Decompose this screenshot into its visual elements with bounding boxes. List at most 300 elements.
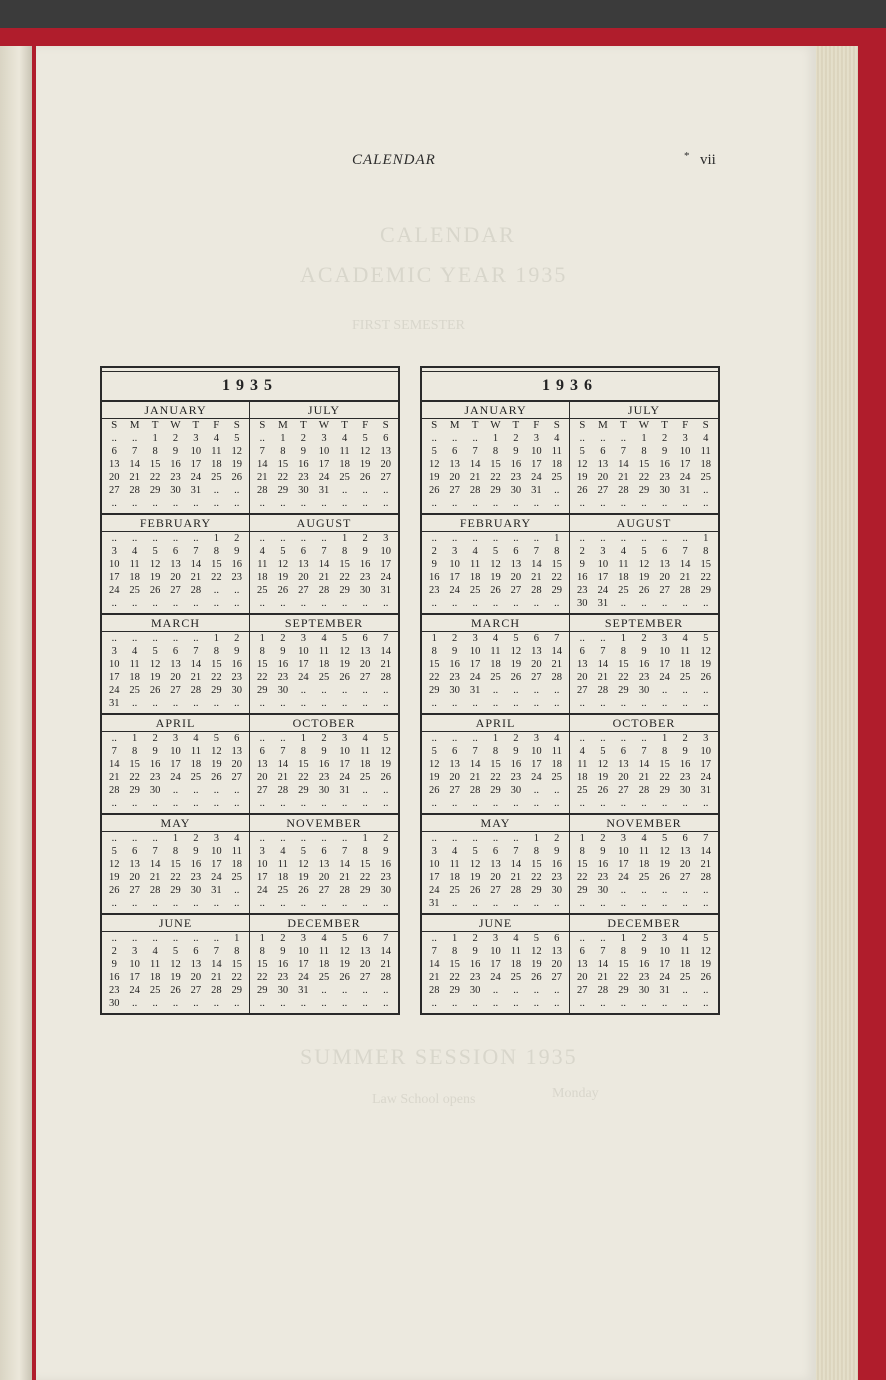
day-cell: 26 [149,685,161,696]
day-cell: 5 [600,746,606,757]
day-cell: 15 [339,559,350,570]
week-row [422,797,569,810]
day-cell: .. [579,533,585,544]
page-fore-edge [816,46,858,1380]
day-cell: 21 [469,472,481,483]
day-cell: .. [362,498,368,509]
day-cell: .. [472,598,478,609]
day-cell: 22 [170,872,181,883]
week-row [570,671,718,684]
week-row [102,871,249,884]
day-cell: 10 [129,959,140,970]
day-cell: 29 [490,785,501,796]
day-cell: .. [132,498,138,509]
day-cell: .. [362,898,368,909]
day-cell: 26 [359,472,371,483]
day-cell: 13 [190,959,202,970]
week-row [102,758,249,771]
day-cell: .. [641,498,647,509]
month-name: AUGUST [570,516,718,532]
day-cell: 11 [618,559,629,570]
day-cell: .. [703,498,709,509]
day-cell: .. [341,685,348,696]
day-cell: .. [259,998,265,1009]
day-cell: 1 [213,633,219,644]
day-cell: 12 [211,746,222,757]
day-cell: 5 [383,733,389,744]
day-cell: .. [132,433,138,444]
day-cell: 22 [618,672,629,683]
day-cell: 21 [129,472,140,483]
week-row [422,684,569,697]
day-cell: 9 [579,559,585,570]
day-cell: 3 [661,933,668,944]
day-cell: 16 [231,659,243,670]
day-cell: 1 [300,733,307,744]
day-cell: .. [213,998,219,1009]
day-cell: 5 [280,546,286,557]
day-cell: 21 [428,972,440,983]
week-row [250,532,398,545]
day-cell: 31 [531,485,542,496]
day-cell: 1 [703,533,709,544]
week-row [102,658,249,671]
month-block [422,915,570,1013]
week-row [422,897,569,910]
day-cell: 29 [551,585,563,596]
week-row [422,997,569,1010]
day-cell: 16 [318,759,330,770]
day-cell: 8 [641,446,647,457]
week-row [102,932,249,945]
day-cell: 12 [469,859,481,870]
month-block [250,915,398,1013]
day-cell: .. [132,598,138,609]
day-cell: 15 [129,759,140,770]
day-cell: .. [111,498,117,509]
week-row [102,458,249,471]
day-cell: .. [492,798,499,809]
day-cell: 6 [300,546,307,557]
day-cell: .. [213,485,219,496]
day-cell: 19 [298,872,309,883]
day-cell: 1 [234,933,240,944]
day-cell: .. [259,833,265,844]
day-cell: .. [383,785,389,796]
day-cell: .. [341,598,348,609]
day-cell: 3 [259,846,265,857]
week-row [102,745,249,758]
weekday-label: M [597,419,608,431]
month-name: DECEMBER [250,916,398,932]
month-name: OCTOBER [250,716,398,732]
day-cell: .. [172,698,179,709]
day-cell: 25 [190,772,202,783]
day-cell: 27 [190,985,202,996]
week-row [570,932,718,945]
day-cell: 8 [661,746,668,757]
day-cell: 12 [339,946,350,957]
day-cell: 21 [339,872,350,883]
day-cell: 6 [172,546,179,557]
day-cell: 8 [579,846,585,857]
week-row [422,745,569,758]
day-cell: 18 [577,772,588,783]
day-cell: 17 [618,859,629,870]
day-cell: 11 [680,646,691,657]
day-cell: .. [362,685,368,696]
day-cell: 24 [700,772,711,783]
day-cell: 16 [277,659,289,670]
day-cell: 30 [298,485,309,496]
day-cell: 27 [597,485,609,496]
weekday-label: M [277,419,288,431]
day-cell: 5 [703,933,709,944]
day-cell: 13 [510,559,522,570]
day-cell: 19 [531,959,542,970]
day-cell: 7 [152,846,158,857]
day-cell: 21 [108,772,120,783]
day-cell: 31 [679,485,691,496]
day-cell: 29 [257,985,268,996]
day-cell: .. [259,598,265,609]
day-cell: .. [132,798,138,809]
day-cell: 22 [359,872,371,883]
day-cell: .. [300,798,307,809]
day-cell: .. [321,533,327,544]
day-cell: 4 [554,733,560,744]
week-row [250,984,398,997]
day-cell: .. [472,998,478,1009]
day-cell: .. [259,733,265,744]
day-cell: 26 [170,985,181,996]
day-cell: 28 [257,485,268,496]
day-cell: 14 [597,659,609,670]
day-cell: .. [132,533,138,544]
week-row [102,858,249,871]
week-row [570,458,718,471]
day-cell: 13 [490,859,501,870]
day-cell: .. [682,598,688,609]
day-cell: 11 [129,559,140,570]
week-row [250,584,398,597]
day-cell: .. [152,598,158,609]
week-row [570,632,718,645]
day-cell: .. [513,698,519,709]
day-cell: 16 [510,459,522,470]
week-row [102,597,249,610]
day-cell: .. [600,533,606,544]
day-cell: 31 [318,485,330,496]
day-cell: 19 [170,972,181,983]
week-row [422,597,569,610]
day-cell: 24 [490,972,501,983]
day-cell: 28 [700,872,711,883]
day-cell: 25 [551,772,563,783]
day-cell: 14 [129,459,140,470]
day-cell: .. [321,798,327,809]
left-page-edge [0,46,32,1380]
day-cell: 27 [170,685,181,696]
day-cell: 10 [700,746,711,757]
day-cell: 17 [428,872,440,883]
day-cell: 18 [679,659,691,670]
week-row [250,645,398,658]
day-cell: 30 [277,685,289,696]
week-row [102,484,249,497]
day-cell: .. [280,498,286,509]
day-cell: 9 [682,746,688,757]
month-name: NOVEMBER [570,816,718,832]
day-cell: 13 [577,659,588,670]
day-cell: 15 [490,459,501,470]
week-row [570,945,718,958]
day-cell: 29 [659,785,670,796]
day-cell: 19 [597,772,609,783]
week-row [422,458,569,471]
day-cell: .. [213,585,219,596]
day-cell: 14 [277,759,289,770]
day-cell: .. [132,898,138,909]
day-cell: .. [111,898,117,909]
day-cell: 23 [428,585,440,596]
day-cell: 4 [341,433,348,444]
day-cell: 13 [318,859,330,870]
day-cell: 5 [661,833,668,844]
day-cell: 23 [231,572,243,583]
day-cell: 6 [234,733,240,744]
day-cell: 17 [298,959,309,970]
day-cell: .. [533,498,539,509]
day-cell: .. [431,598,437,609]
day-cell: 4 [682,933,688,944]
day-cell: 27 [449,785,460,796]
day-cell: 6 [193,946,199,957]
day-cell: 29 [490,485,501,496]
day-cell: 14 [149,859,161,870]
day-cell: 29 [531,885,542,896]
day-cell: 9 [172,446,179,457]
day-cell: .. [383,985,389,996]
day-cell: 17 [129,972,140,983]
day-cell: 28 [190,685,202,696]
year-heading: 1936 [422,371,718,402]
day-cell: 17 [449,572,460,583]
day-cell: .. [703,985,709,996]
week-row [422,471,569,484]
day-cell: 20 [129,872,140,883]
day-cell: 19 [149,672,161,683]
week-row [102,797,249,810]
weekday-label: T [661,419,668,431]
day-cell: 15 [211,659,222,670]
day-cell: 26 [298,885,309,896]
day-cell: 7 [132,446,138,457]
day-cell: 31 [339,785,350,796]
day-cell: 6 [682,833,688,844]
day-cell: 31 [428,898,440,909]
day-cell: 16 [597,859,609,870]
day-cell: 10 [257,859,268,870]
week-row [102,784,249,797]
day-cell: 4 [152,946,158,957]
day-cell: 23 [638,972,650,983]
week-row [570,584,718,597]
week-row [422,632,569,645]
day-cell: 18 [211,459,222,470]
day-cell: 27 [618,785,629,796]
day-cell: .. [172,798,179,809]
day-cell: 1 [620,633,627,644]
week-row [102,684,249,697]
day-cell: 11 [150,959,161,970]
day-cell: .. [682,533,688,544]
day-cell: .. [620,798,627,809]
day-cell: 29 [339,585,350,596]
day-cell: 22 [149,472,161,483]
week-row [250,784,398,797]
week-row [570,684,718,697]
day-cell: 7 [280,746,286,757]
week-row [422,884,569,897]
weekday-header-row [250,419,398,432]
day-cell: .. [703,598,709,609]
day-cell: 25 [277,885,289,896]
day-cell: 13 [679,846,691,857]
day-cell: 24 [108,585,120,596]
day-cell: 8 [259,646,265,657]
day-cell: 24 [618,872,629,883]
day-cell: .. [452,898,458,909]
day-cell: 27 [551,972,563,983]
week-row [570,645,718,658]
day-cell: 15 [149,459,161,470]
day-cell: 24 [449,585,460,596]
day-cell: 19 [490,572,501,583]
day-cell: .. [383,698,389,709]
month-block [102,402,250,515]
day-cell: 3 [132,946,138,957]
day-cell: 16 [359,559,371,570]
week-row [422,945,569,958]
day-cell: .. [213,498,219,509]
day-cell: 29 [129,785,140,796]
day-cell: .. [341,698,348,709]
day-cell: .. [703,698,709,709]
day-cell: 2 [641,633,647,644]
calendar-1936 [420,366,720,1015]
month-name: OCTOBER [570,716,718,732]
day-cell: 18 [510,959,522,970]
day-cell: .. [703,898,709,909]
day-cell: 6 [362,633,368,644]
day-cell: 4 [554,433,560,444]
day-cell: 5 [234,433,240,444]
day-cell: .. [431,798,437,809]
day-cell: 9 [641,646,647,657]
day-cell: 5 [341,633,348,644]
day-cell: 31 [469,685,481,696]
day-cell: 5 [703,633,709,644]
day-cell: 26 [339,672,350,683]
week-row [102,732,249,745]
month-block [250,515,398,615]
day-cell: 19 [149,572,161,583]
day-cell: 25 [700,472,711,483]
week-row [422,658,569,671]
day-cell: .. [362,698,368,709]
day-cell: 14 [679,559,691,570]
day-cell: .. [554,998,560,1009]
day-cell: 2 [280,633,286,644]
month-block [422,515,570,615]
week-row [570,771,718,784]
day-cell: 1 [452,933,458,944]
day-cell: 13 [170,659,181,670]
day-cell: 6 [579,646,585,657]
day-cell: .. [111,633,117,644]
day-cell: .. [132,933,138,944]
week-row [570,871,718,884]
day-cell: 6 [362,933,368,944]
day-cell: 20 [298,572,309,583]
day-cell: 13 [170,559,181,570]
day-cell: 22 [577,872,588,883]
day-cell: 23 [190,872,202,883]
day-cell: 28 [638,785,650,796]
day-cell: 25 [490,672,501,683]
day-cell: 31 [700,785,711,796]
day-cell: .. [492,898,499,909]
month-block [570,915,718,1013]
day-cell: .. [579,798,585,809]
day-cell: 31 [380,585,391,596]
week-row [102,832,249,845]
day-cell: .. [280,598,286,609]
week-row [570,532,718,545]
day-cell: 2 [300,433,307,444]
week-row [570,745,718,758]
day-cell: .. [513,533,519,544]
day-cell: .. [193,633,199,644]
day-cell: 15 [531,859,542,870]
week-row [422,758,569,771]
day-cell: 20 [597,472,609,483]
day-cell: 3 [703,733,709,744]
week-row [570,997,718,1010]
day-cell: 5 [492,546,499,557]
day-cell: 20 [510,572,522,583]
day-cell: .. [533,698,539,709]
day-cell: 21 [190,572,202,583]
day-cell: 2 [111,946,117,957]
day-cell: 14 [551,646,563,657]
day-cell: 15 [359,859,371,870]
day-cell: 22 [428,672,440,683]
day-cell: 2 [472,933,478,944]
day-cell: 14 [469,759,481,770]
day-cell: 23 [659,472,670,483]
day-cell: 25 [149,985,161,996]
day-cell: 8 [492,446,499,457]
day-cell: 4 [234,833,240,844]
day-cell: .. [193,698,199,709]
day-cell: 19 [231,459,243,470]
day-cell: .. [280,898,286,909]
day-cell: 16 [577,572,588,583]
day-cell: 12 [277,559,289,570]
day-cell: 17 [108,672,120,683]
